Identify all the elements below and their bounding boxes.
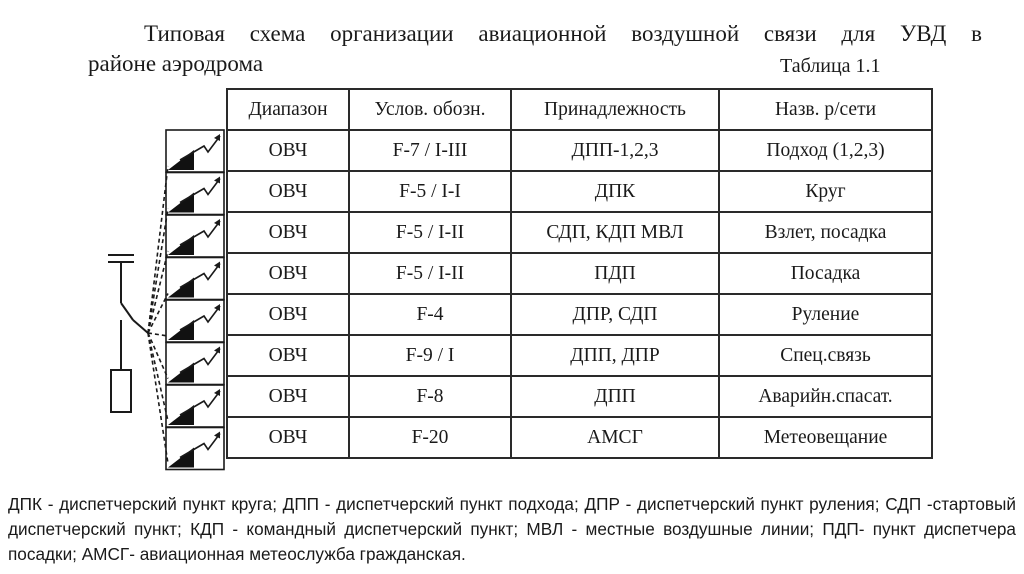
- antenna-icon: [166, 130, 224, 172]
- antenna-icon: [166, 428, 224, 470]
- cell-range: ОВЧ: [227, 212, 349, 253]
- cell-designation: F-5 / I-I: [349, 171, 511, 212]
- table-row: [227, 376, 932, 417]
- cell-designation: F-9 / I: [349, 335, 511, 376]
- cell-affiliation: ДПП, ДПР: [511, 335, 719, 376]
- feeder-line: [148, 333, 168, 421]
- cell-designation: F-5 / I-II: [349, 212, 511, 253]
- cell-range: ОВЧ: [227, 171, 349, 212]
- table-row: [227, 253, 932, 294]
- cell-affiliation: ДПП-1,2,3: [511, 130, 719, 171]
- antenna-icon: [166, 343, 224, 385]
- antenna-icon: [166, 258, 224, 300]
- station-unit: [108, 255, 148, 412]
- table-row: [227, 171, 932, 212]
- table-header-row: [227, 89, 932, 130]
- cell-range: ОВЧ: [227, 253, 349, 294]
- cell-range: ОВЧ: [227, 376, 349, 417]
- cell-affiliation: АМСГ: [511, 417, 719, 458]
- header-range: Диапазон: [227, 89, 349, 130]
- feeder-line: [148, 333, 168, 336]
- cell-range: ОВЧ: [227, 294, 349, 335]
- cell-network-name: Круг: [719, 171, 932, 212]
- cell-range: ОВЧ: [227, 335, 349, 376]
- antenna-stack: [166, 130, 224, 470]
- cell-designation: F-7 / I-III: [349, 130, 511, 171]
- cell-affiliation: ДПП: [511, 376, 719, 417]
- radio-network-diagram: [100, 120, 228, 482]
- cell-network-name: Аварийн.спасат.: [719, 376, 932, 417]
- cell-affiliation: ПДП: [511, 253, 719, 294]
- cell-affiliation: ДПК: [511, 171, 719, 212]
- cell-network-name: Подход (1,2,3): [719, 130, 932, 171]
- table-row: [227, 130, 932, 171]
- feeder-line: [148, 294, 168, 334]
- cell-network-name: Метеовещание: [719, 417, 932, 458]
- feeder-lines: [148, 166, 168, 464]
- antenna-icon: [166, 173, 224, 215]
- slide-title-line-2: районе аэродрома: [88, 51, 264, 76]
- table-row: [227, 335, 932, 376]
- cell-network-name: Посадка: [719, 253, 932, 294]
- cell-network-name: Руление: [719, 294, 932, 335]
- feeder-line: [148, 251, 168, 333]
- cell-affiliation: ДПР, СДП: [511, 294, 719, 335]
- header-designation: Услов. обозн.: [349, 89, 511, 130]
- cell-network-name: Взлет, посадка: [719, 212, 932, 253]
- feeder-line: [148, 166, 168, 333]
- cell-designation: F-8: [349, 376, 511, 417]
- header-network-name: Назв. р/сети: [719, 89, 932, 130]
- table-row: [227, 212, 932, 253]
- cell-network-name: Спец.связь: [719, 335, 932, 376]
- slide-title-line-1: Типовая схема организации авиационной воздушной связи для УВД в: [144, 21, 982, 46]
- cell-designation: F-4: [349, 294, 511, 335]
- table-label: Таблица 1.1: [780, 55, 881, 77]
- cell-affiliation: СДП, КДП МВЛ: [511, 212, 719, 253]
- cell-range: ОВЧ: [227, 417, 349, 458]
- header-affiliation: Принадлежность: [511, 89, 719, 130]
- feeder-line: [148, 333, 168, 464]
- abbreviation-legend: ДПК - диспетчерский пункт круга; ДПП - диспетчерский пункт подхода; ДПР - диспетчерский пункт руления; СДП -стартовый диспетчерский пункт; КДП - командный диспетчерский пункт; МВЛ - местные воздушные линии; ПДП- пункт диспетчера посадки; АМСГ- авиационная метеослужба гражданская.: [8, 494, 1016, 564]
- cell-range: ОВЧ: [227, 130, 349, 171]
- antenna-icon: [166, 385, 224, 427]
- antenna-icon: [166, 215, 224, 257]
- table-row: [227, 417, 932, 458]
- table-row: [227, 294, 932, 335]
- cell-designation: F-5 / I-II: [349, 253, 511, 294]
- antenna-icon: [166, 300, 224, 342]
- cell-designation: F-20: [349, 417, 511, 458]
- frequency-table: [226, 88, 933, 459]
